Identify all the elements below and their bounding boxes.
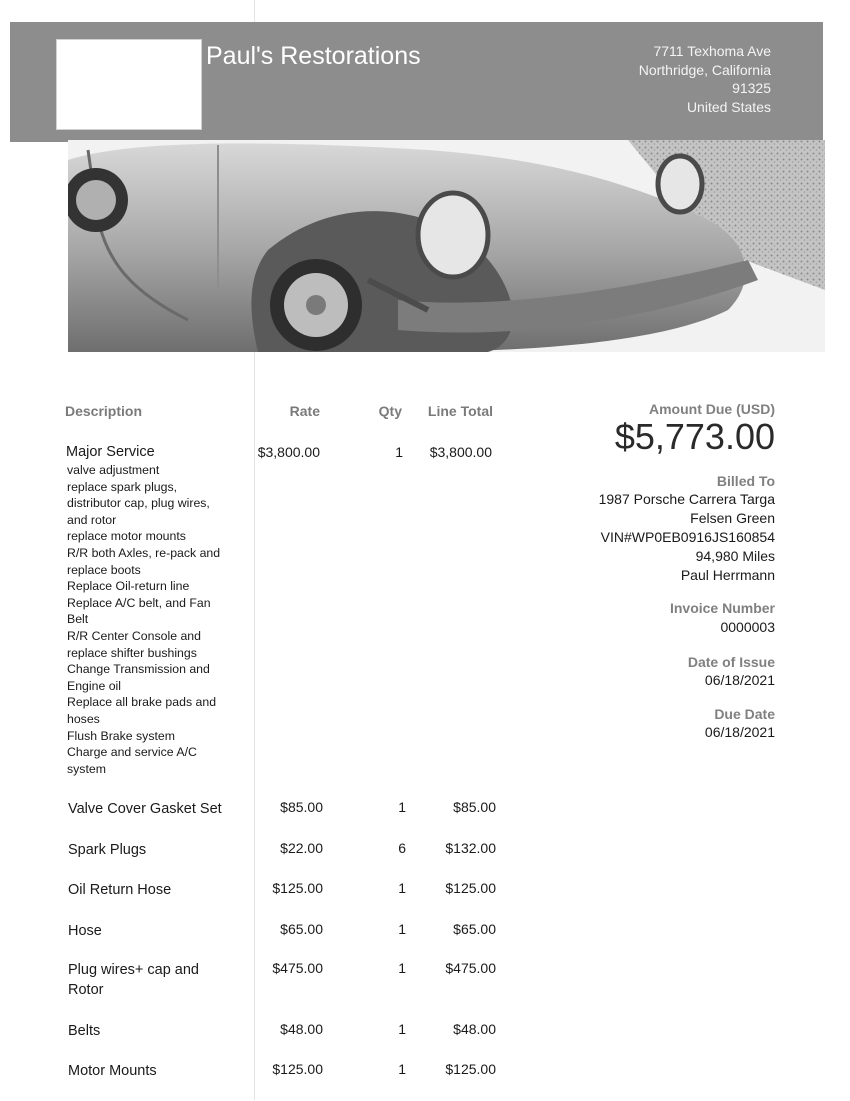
note-line: Replace Oil-return line <box>67 579 190 594</box>
column-header-description: Description <box>65 403 143 419</box>
note-line: Belt <box>67 612 89 627</box>
item-total: $65.00 <box>453 921 496 937</box>
item-rate: $65.00 <box>280 921 323 937</box>
item-qty: 1 <box>398 1061 406 1077</box>
item-description: Spark Plugs <box>68 842 147 858</box>
note-line: hoses <box>67 711 100 726</box>
item-description: Plug wires+ cap and Rotor <box>68 962 199 998</box>
due-date-value: 06/18/2021 <box>704 724 775 740</box>
item-description: Motor Mounts <box>68 1063 157 1079</box>
invoice-number-label: Invoice Number <box>669 600 775 616</box>
item-rate: $48.00 <box>280 1021 323 1037</box>
item-description: Belts <box>68 1023 101 1039</box>
major-service-notes <box>67 462 237 777</box>
note-line: valve adjustment <box>67 463 160 477</box>
company-address <box>639 42 771 116</box>
item-description: Oil Return Hose <box>68 882 172 898</box>
note-line: Charge and service A/C <box>67 745 197 760</box>
invoice-header <box>10 22 823 142</box>
item-qty: 1 <box>398 960 406 976</box>
billed-to-color: Felsen Green <box>690 510 775 526</box>
billed-to-mileage: 94,980 Miles <box>695 548 775 564</box>
porsche-photo <box>68 140 825 352</box>
address-zip: 91325 <box>732 80 771 96</box>
due-date-label: Due Date <box>714 706 775 722</box>
item-total: $475.00 <box>445 960 496 976</box>
item-rate: $125.00 <box>272 880 323 896</box>
item-rate: $125.00 <box>272 1061 323 1077</box>
major-service-title: Major Service <box>66 444 155 460</box>
address-country: United States <box>686 98 771 115</box>
line-item-row <box>0 799 520 839</box>
column-header-line-total: Line Total <box>427 403 493 419</box>
note-line: replace motor mounts <box>67 529 186 544</box>
item-rate: $22.00 <box>280 840 323 856</box>
item-description: Valve Cover Gasket Set <box>68 801 222 817</box>
note-line: Engine oil <box>67 678 122 693</box>
note-line: system <box>67 761 106 776</box>
major-service-qty: 1 <box>395 444 403 460</box>
item-description: Hose <box>68 923 102 939</box>
note-line: Replace all brake pads and <box>67 695 217 710</box>
major-service-rate: $3,800.00 <box>257 444 320 460</box>
column-header-rate: Rate <box>289 403 320 419</box>
line-item-row <box>0 960 520 1020</box>
note-line: distributor cap, plug wires, <box>67 496 210 511</box>
item-total: $132.00 <box>445 840 496 856</box>
logo-placeholder <box>56 39 202 130</box>
line-item-row <box>0 1061 520 1101</box>
line-item-row <box>0 1021 520 1061</box>
line-item-row <box>0 840 520 880</box>
item-qty: 1 <box>398 880 406 896</box>
item-total: $48.00 <box>453 1021 496 1037</box>
note-line: R/R Center Console and <box>67 628 201 643</box>
note-line: R/R both Axles, re-pack and <box>67 545 221 560</box>
billed-to-block <box>560 490 775 585</box>
billed-to-vin: VIN#WP0EB0916JS160854 <box>600 529 775 545</box>
billed-to-customer: Paul Herrmann <box>680 567 775 583</box>
invoice-number-value: 0000003 <box>720 619 775 635</box>
major-service-total: $3,800.00 <box>429 444 492 460</box>
line-item-row <box>0 880 520 920</box>
date-of-issue-label: Date of Issue <box>687 654 775 670</box>
note-line: replace boots <box>67 562 141 577</box>
item-qty: 1 <box>398 921 406 937</box>
item-rate: $475.00 <box>272 960 323 976</box>
company-name: Paul's Restorations <box>206 42 421 70</box>
note-line: Replace A/C belt, and Fan <box>67 595 211 610</box>
note-line: Change Transmission and <box>67 662 210 677</box>
item-total: $85.00 <box>453 799 496 815</box>
billed-to-vehicle: 1987 Porsche Carrera Targa <box>598 491 775 507</box>
note-line: replace spark plugs, <box>67 479 178 494</box>
item-total: $125.00 <box>445 1061 496 1077</box>
line-item-row <box>0 921 520 961</box>
note-line: and rotor <box>67 512 117 527</box>
column-header-qty: Qty <box>378 403 402 419</box>
item-qty: 1 <box>398 1021 406 1037</box>
item-qty: 6 <box>398 840 406 856</box>
address-city: Northridge, California <box>638 61 771 78</box>
item-total: $125.00 <box>445 880 496 896</box>
note-line: Flush Brake system <box>67 728 175 743</box>
item-qty: 1 <box>398 799 406 815</box>
billed-to-label: Billed To <box>716 473 775 489</box>
date-of-issue-value: 06/18/2021 <box>704 672 775 688</box>
item-rate: $85.00 <box>280 799 323 815</box>
amount-due-label: Amount Due (USD) <box>649 401 775 417</box>
amount-due-value: $5,773.00 <box>614 416 775 457</box>
note-line: replace shifter bushings <box>67 645 197 660</box>
address-street: 7711 Texhoma Ave <box>653 43 771 59</box>
